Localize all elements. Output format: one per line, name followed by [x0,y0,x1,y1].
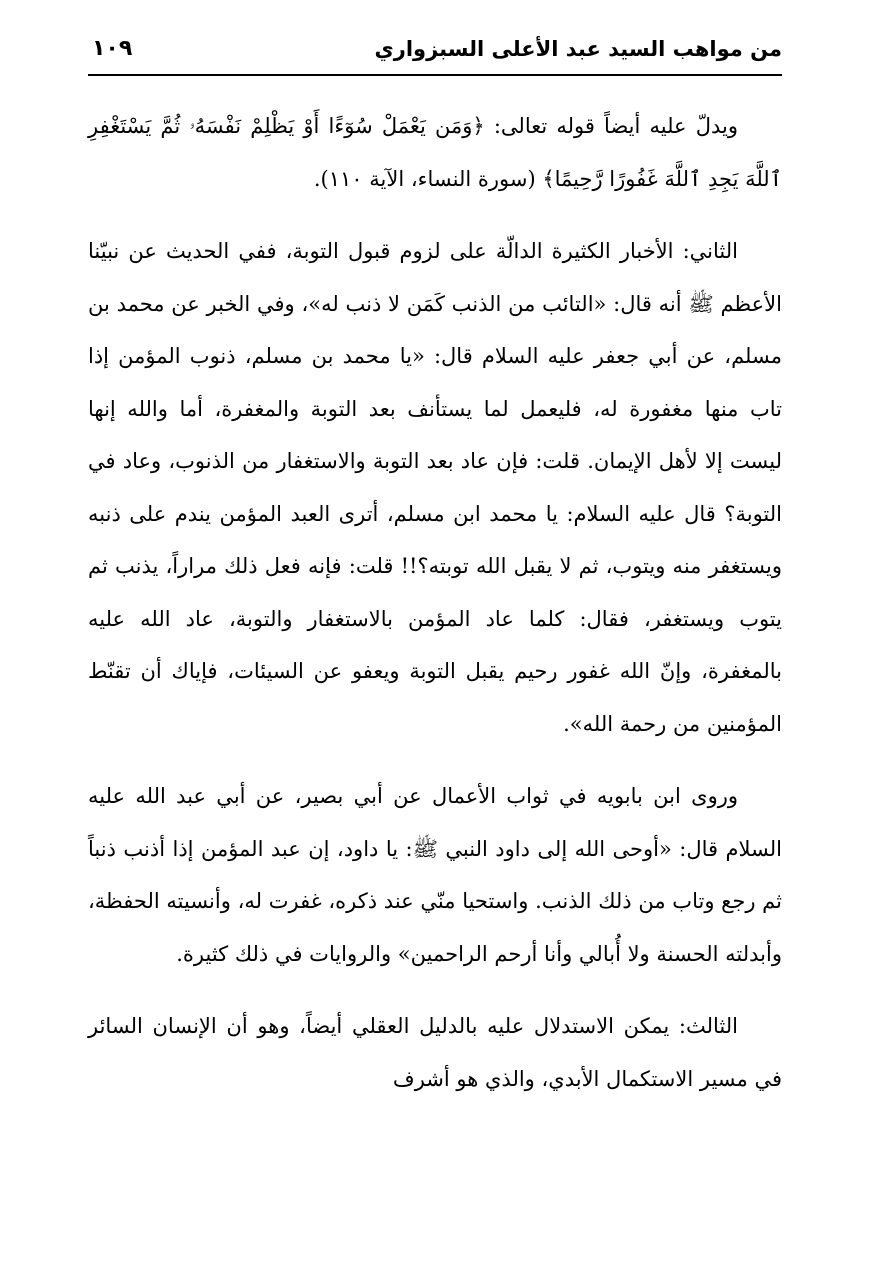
page-number: ١٠٩ [92,36,133,61]
paragraph-second-proof-hadiths: الثاني: الأخبار الكثيرة الدالّة على لزوم قبول التوبة، ففي الحديث عن نبيّنا الأعظم ﷺ أنه قال: «التائب من الذنب كَمَن لا ذنب له»، وفي الخبر عن محمد بن مسلم، عن أبي جعفر عليه السلام قال: «يا محمد بن مسلم، ذنوب المؤمن إذا تاب منها مغفورة له، فليعمل لما يستأنف بعد التوبة والمغفرة، أما والله إنها ليست إلا لأهل الإيمان. قلت: فإن عاد بعد التوبة والاستغفار من الذنوب، وعاد في التوبة؟ قال عليه السلام: يا محمد ابن مسلم، أترى العبد المؤمن يندم على ذنبه ويستغفر منه ويتوب، ثم لا يقبل الله توبته؟!! قلت: فإنه فعل ذلك مراراً، يذنب ثم يتوب ويستغفر، فقال: كلما عاد المؤمن بالاستغفار والتوبة، عاد الله عليه بالمغفرة، وإنّ الله غفور رحيم يقبل التوبة ويعفو عن السيئات، فإياك أن تقنّط المؤمنين من رحمة الله». [88,239,782,736]
body-text [88,100,782,1105]
paragraph-quran-verse: ويدلّ عليه أيضاً قوله تعالى: ﴿وَمَن يَعْمَلْ سُوٓءًا أَوْ يَظْلِمْ نَفْسَهُۥ ثُمَّ يَسْتَغْفِرِ ٱللَّهَ يَجِدِ ٱللَّهَ غَفُورًا رَّحِيمًا﴾ (سورة النساء، الآية ١١٠). [88,114,782,191]
paragraph-third-proof-rational: الثالث: يمكن الاستدلال عليه بالدليل العقلي أيضاً، وهو أن الإنسان السائر في مسير الاستكمال الأبدي، والذي هو أشرف [88,1014,782,1091]
paragraph-ibn-babawayh-narration: وروى ابن بابويه في ثواب الأعمال عن أبي بصير، عن أبي عبد الله عليه السلام قال: «أوحى الله إلى داود النبي ﷺ: يا داود، إن عبد المؤمن إذا أذنب ذنباً ثم رجع وتاب من ذلك الذنب. واستحيا منّي عند ذكره، غفرت له، وأنسيته الحفظة، وأبدلته الحسنة ولا أُبالي وأنا أرحم الراحمين» والروايات في ذلك كثيرة. [88,784,782,966]
page-header [88,30,782,76]
running-header-title: من مواهب السيد عبد الأعلى السبزواري [374,37,782,61]
